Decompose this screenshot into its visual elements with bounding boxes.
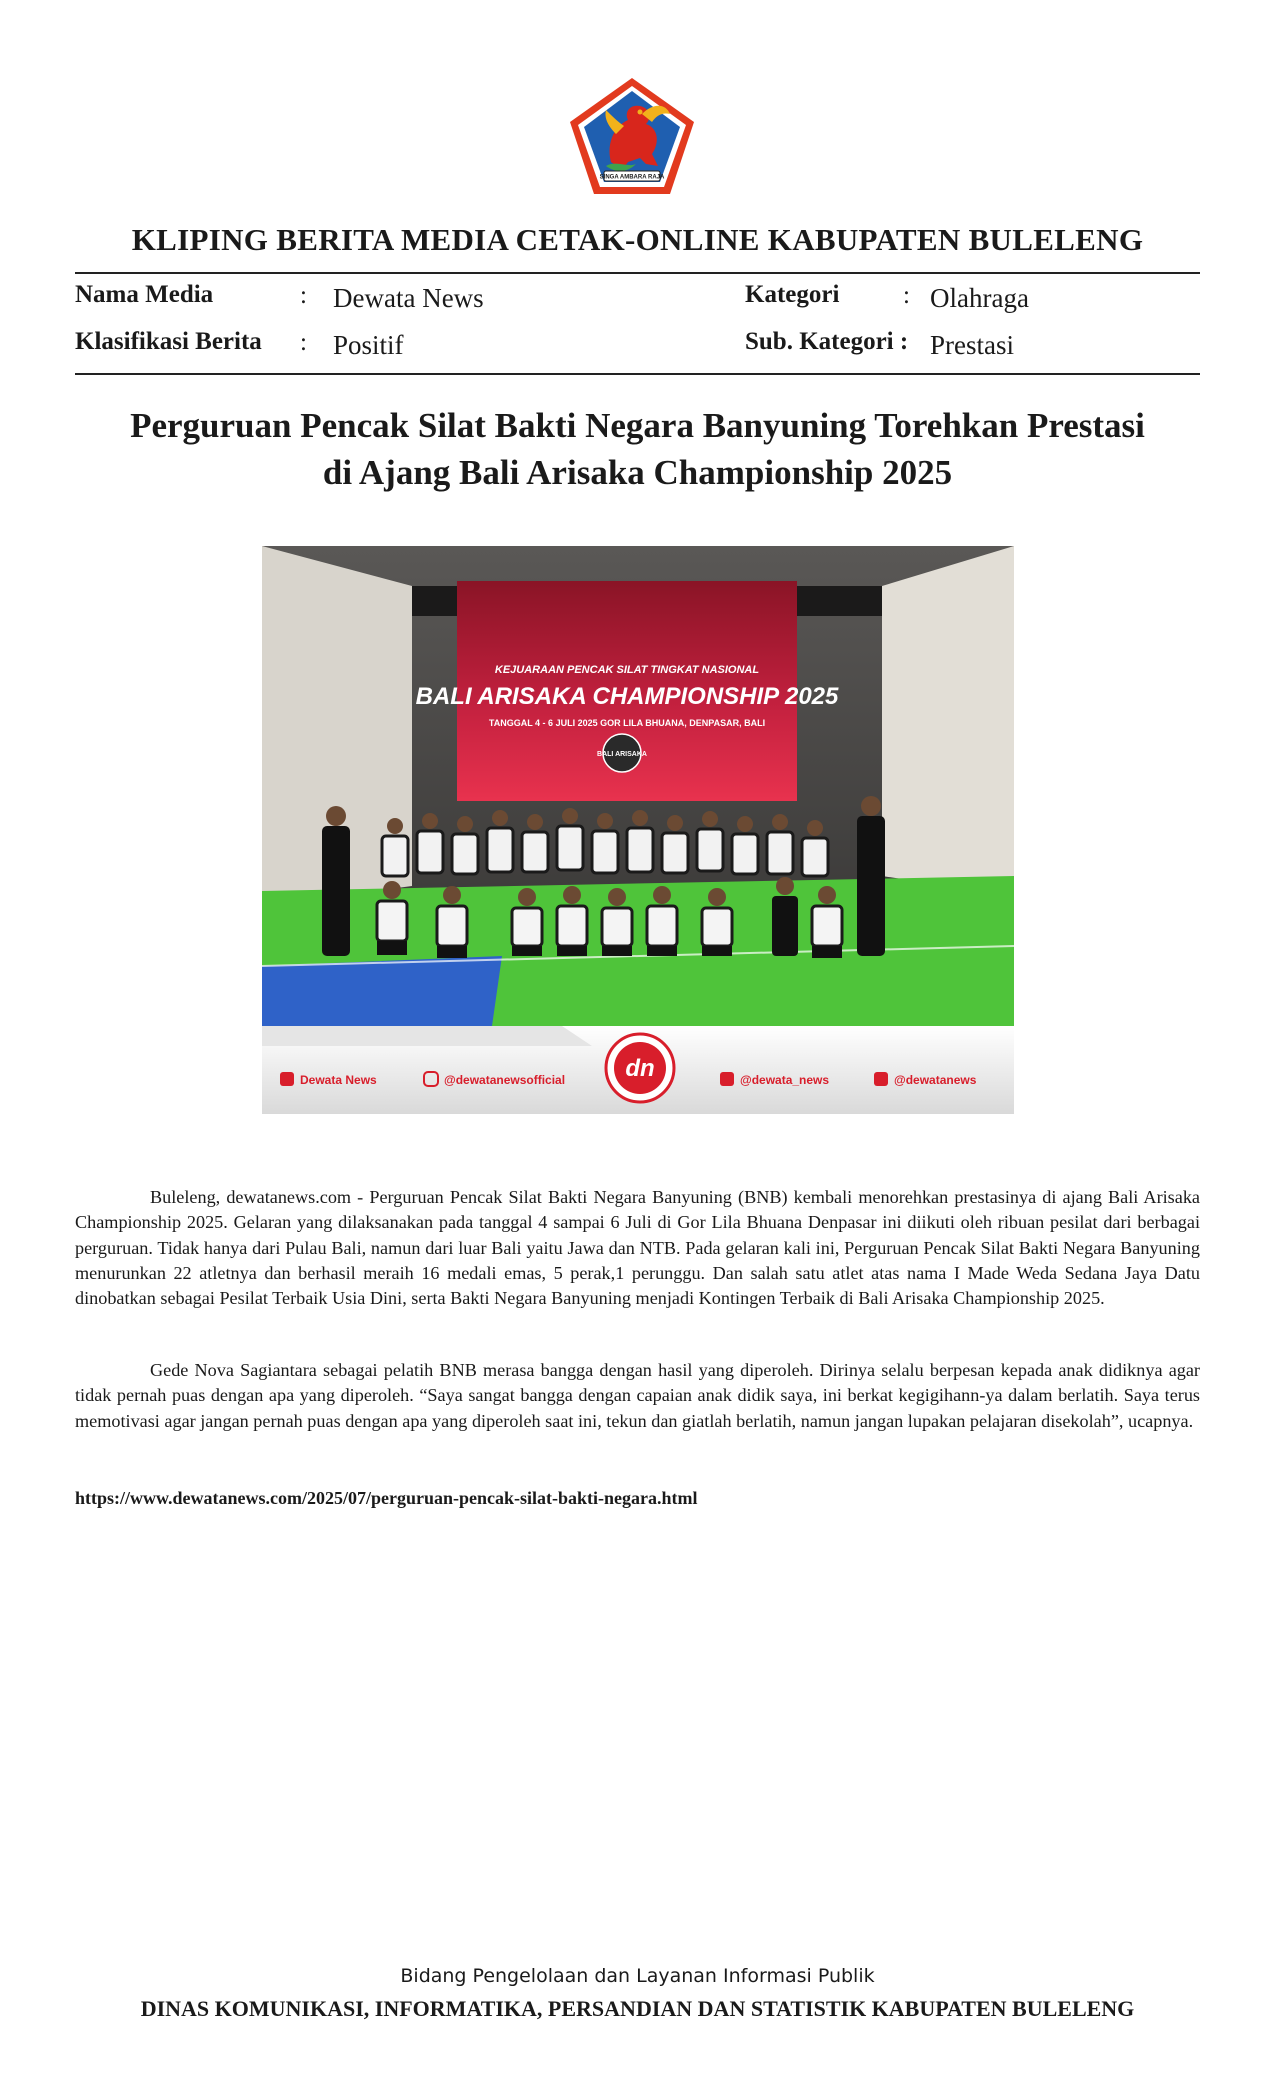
divider-bottom bbox=[75, 373, 1200, 375]
klasifikasi-label: Klasifikasi Berita bbox=[75, 328, 262, 355]
social-instagram: @dewatanewsofficial bbox=[444, 1073, 566, 1087]
headline-line-2: di Ajang Bali Arisaka Championship 2025 bbox=[322, 453, 953, 492]
dewata-news-logo: dn bbox=[625, 1055, 655, 1082]
social-twitter: @dewata_news bbox=[740, 1073, 830, 1087]
media-value: Dewata News bbox=[333, 283, 484, 313]
divider-top bbox=[75, 272, 1200, 274]
article-paragraph-1: Buleleng, dewatanews.com - Perguruan Pencak Silat Bakti Negara Banyuning (BNB) kembali menorehkan prestasinya di ajang Bali Arisaka Championship 2025. Gelaran yang dilaksanakan pada tanggal 4 sampai 6 Juli di Gor Lila Bhuana Denpasar ini diikuti oleh ribuan pesilat dari berbagai perguruan. Tidak hanya dari Pulau Bali, namun dari luar Bali yaitu Jawa dan NTB. Pada gelaran kali ini, Perguruan Pencak Silat Bakti Negara Banyuning menurunkan 22 atletnya dan berhasil meraih 16 medali emas, 5 perak,1 perunggu. Dan salah satu atlet atas nama I Made Weda Sedana Jaya Datu dinobatkan sebagai Pesilat Terbaik Usia Dini, serta Bakti Negara Banyuning menjadi Kontingen Terbaik di Bali Arisaka Championship 2025. bbox=[75, 1187, 1200, 1309]
banner-line-3: TANGGAL 4 - 6 JULI 2025 GOR LILA BHUANA, DENPASAR, BALI bbox=[488, 718, 766, 728]
klasifikasi-colon: : bbox=[300, 329, 307, 356]
kategori-label: Kategori bbox=[745, 281, 840, 308]
article-paragraph-2: Gede Nova Sagiantara sebagai pelatih BNB merasa bangga dengan hasil yang diperoleh. Dirinya selalu berpesan kepada anak didiknya agar tidak pernah puas dengan apa yang diperoleh. “Saya sangat bangga dengan capaian anak didik saya, ini berkat kegigihann-ya dalam berlatih. Saya terus memotivasi agar jangan pernah puas dengan apa yang diperoleh saat ini, tekun dan giatlah berlatih, namun jangan lupakan pelajaran disekolah”, ucapnya. bbox=[75, 1360, 1200, 1431]
footer-agency: DINAS KOMUNIKASI, INFORMATIKA, PERSANDIAN DAN STATISTIK KABUPATEN BULELENG bbox=[140, 1996, 1135, 2021]
facebook-icon bbox=[280, 1072, 294, 1086]
banner-badge: BALI ARISAKA bbox=[597, 751, 647, 758]
banner-line-1: KEJUARAAN PENCAK SILAT TINGKAT NASIONAL bbox=[494, 664, 760, 676]
subkategori-value: Prestasi bbox=[930, 330, 1014, 360]
media-label: Nama Media bbox=[75, 281, 214, 308]
tiktok-icon bbox=[874, 1072, 888, 1086]
banner-line-2: BALI ARISAKA CHAMPIONSHIP 2025 bbox=[415, 683, 839, 710]
singa-ambara-raja-crest-icon bbox=[566, 74, 698, 198]
page-title: KLIPING BERITA MEDIA CETAK-ONLINE KABUPATEN BULELENG bbox=[131, 222, 1144, 257]
crest-text: SINGA AMBARA RAJA bbox=[599, 174, 665, 181]
kategori-colon: : bbox=[903, 282, 910, 309]
article-photo bbox=[262, 546, 1014, 1114]
kategori-value: Olahraga bbox=[930, 283, 1029, 313]
social-tiktok: @dewatanews bbox=[894, 1073, 977, 1087]
footer-department: Bidang Pengelolaan dan Layanan Informasi Publik bbox=[400, 1965, 875, 1987]
headline-line-1: Perguruan Pencak Silat Bakti Negara Banyuning Torehkan Prestasi bbox=[130, 406, 1145, 445]
source-link[interactable]: https://www.dewatanews.com/2025/07/perguruan-pencak-silat-bakti-negara.html bbox=[75, 1488, 698, 1508]
twitter-icon bbox=[720, 1072, 734, 1086]
klasifikasi-value: Positif bbox=[333, 330, 404, 360]
social-facebook: Dewata News bbox=[300, 1073, 377, 1087]
subkategori-label: Sub. Kategori : bbox=[745, 328, 909, 355]
article-headline bbox=[100, 402, 1175, 496]
media-colon: : bbox=[300, 282, 307, 309]
